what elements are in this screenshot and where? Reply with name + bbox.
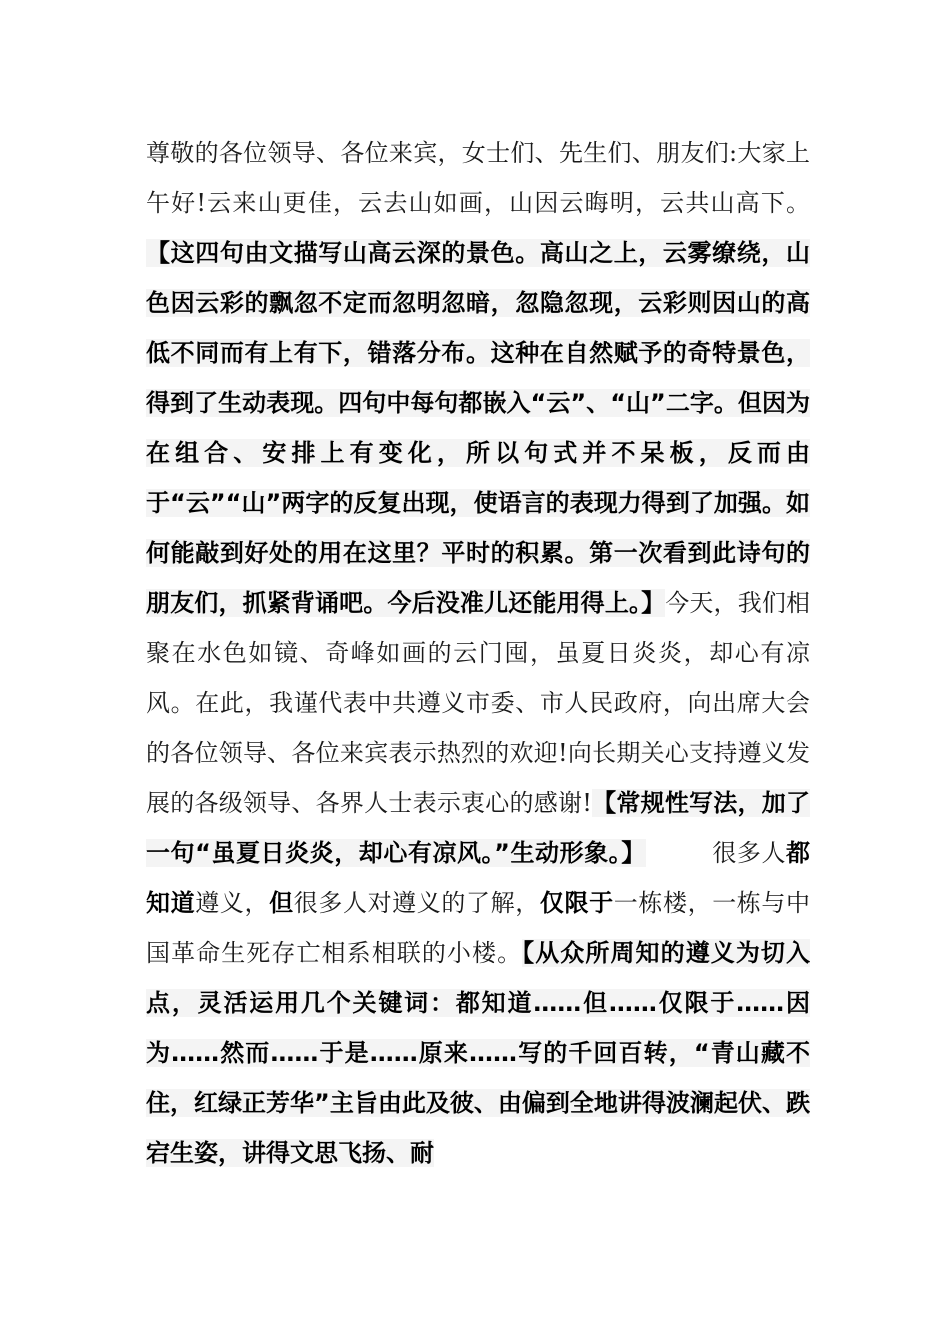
opening-greeting-text: 尊敬的各位领导、各位来宾，女士们、先生们、朋友们:大家上午好!云来山更佳，云去山如画，山因云晦明，云共山高下。 [146,139,810,217]
intro-text-4: 一栋楼，一栋与中国革命生死存亡相系相联的小楼。 [146,889,811,967]
intro-text-1: 很多人 [711,839,787,867]
intro-text-2: 遵义， [195,889,270,917]
speech-body [146,128,810,1178]
intro-text-3: 很多人对遵义的了解， [293,889,540,917]
keyword-dan: 但 [269,889,294,917]
zunyi-commentary: 【从众所周知的遵义为切入点，灵活运用几个关键词：都知道……但……仅限于……因为……然而……于是……原来……写的千回百转，“青山藏不住，红绿正芳华”主旨由此及彼、由偏到全地讲得波澜起伏、跌宕生姿，讲得文思飞扬、耐 [146,939,811,1167]
welcome-text: 今天，我们相聚在水色如镜、奇峰如画的云门囤，虽夏日炎炎，却心有凉风。在此，我谨代表中共遵义市委、市人民政府，向出席大会的各位领导、各位来宾表示热烈的欢迎!向长期关心支持遵义发展的各级领导、各界人士表示衷心的感谢! [146,589,811,817]
keyword-dou-zhi-dao: 都知道 [146,839,811,917]
poem-commentary: 【这四句由文描写山高云深的景色。高山之上，云雾缭绕，山色因云彩的飘忽不定而忽明忽暗，忽隐忽现，云彩则因山的高低不同而有上有下，错落分布。这种在自然赋予的奇特景色，得到了生动表现。四句中每句都嵌入“云”、“山”二字。但因为在组合、安排上有变化，所以句式并不呆板，反而由于“云”“山”两字的反复出现，使语言的表现力得到了加强。如何能敲到好处的用在这里？平时的积累。第一次看到此诗句的朋友们，抓紧背诵吧。今后没准儿还能用得上。】 [146,239,810,617]
keyword-jin-xian-yu: 仅限于 [539,889,614,917]
welcome-commentary: 【常规性写法，加了一句“虽夏日炎炎，却心有凉风。”生动形象。】 [146,789,810,867]
